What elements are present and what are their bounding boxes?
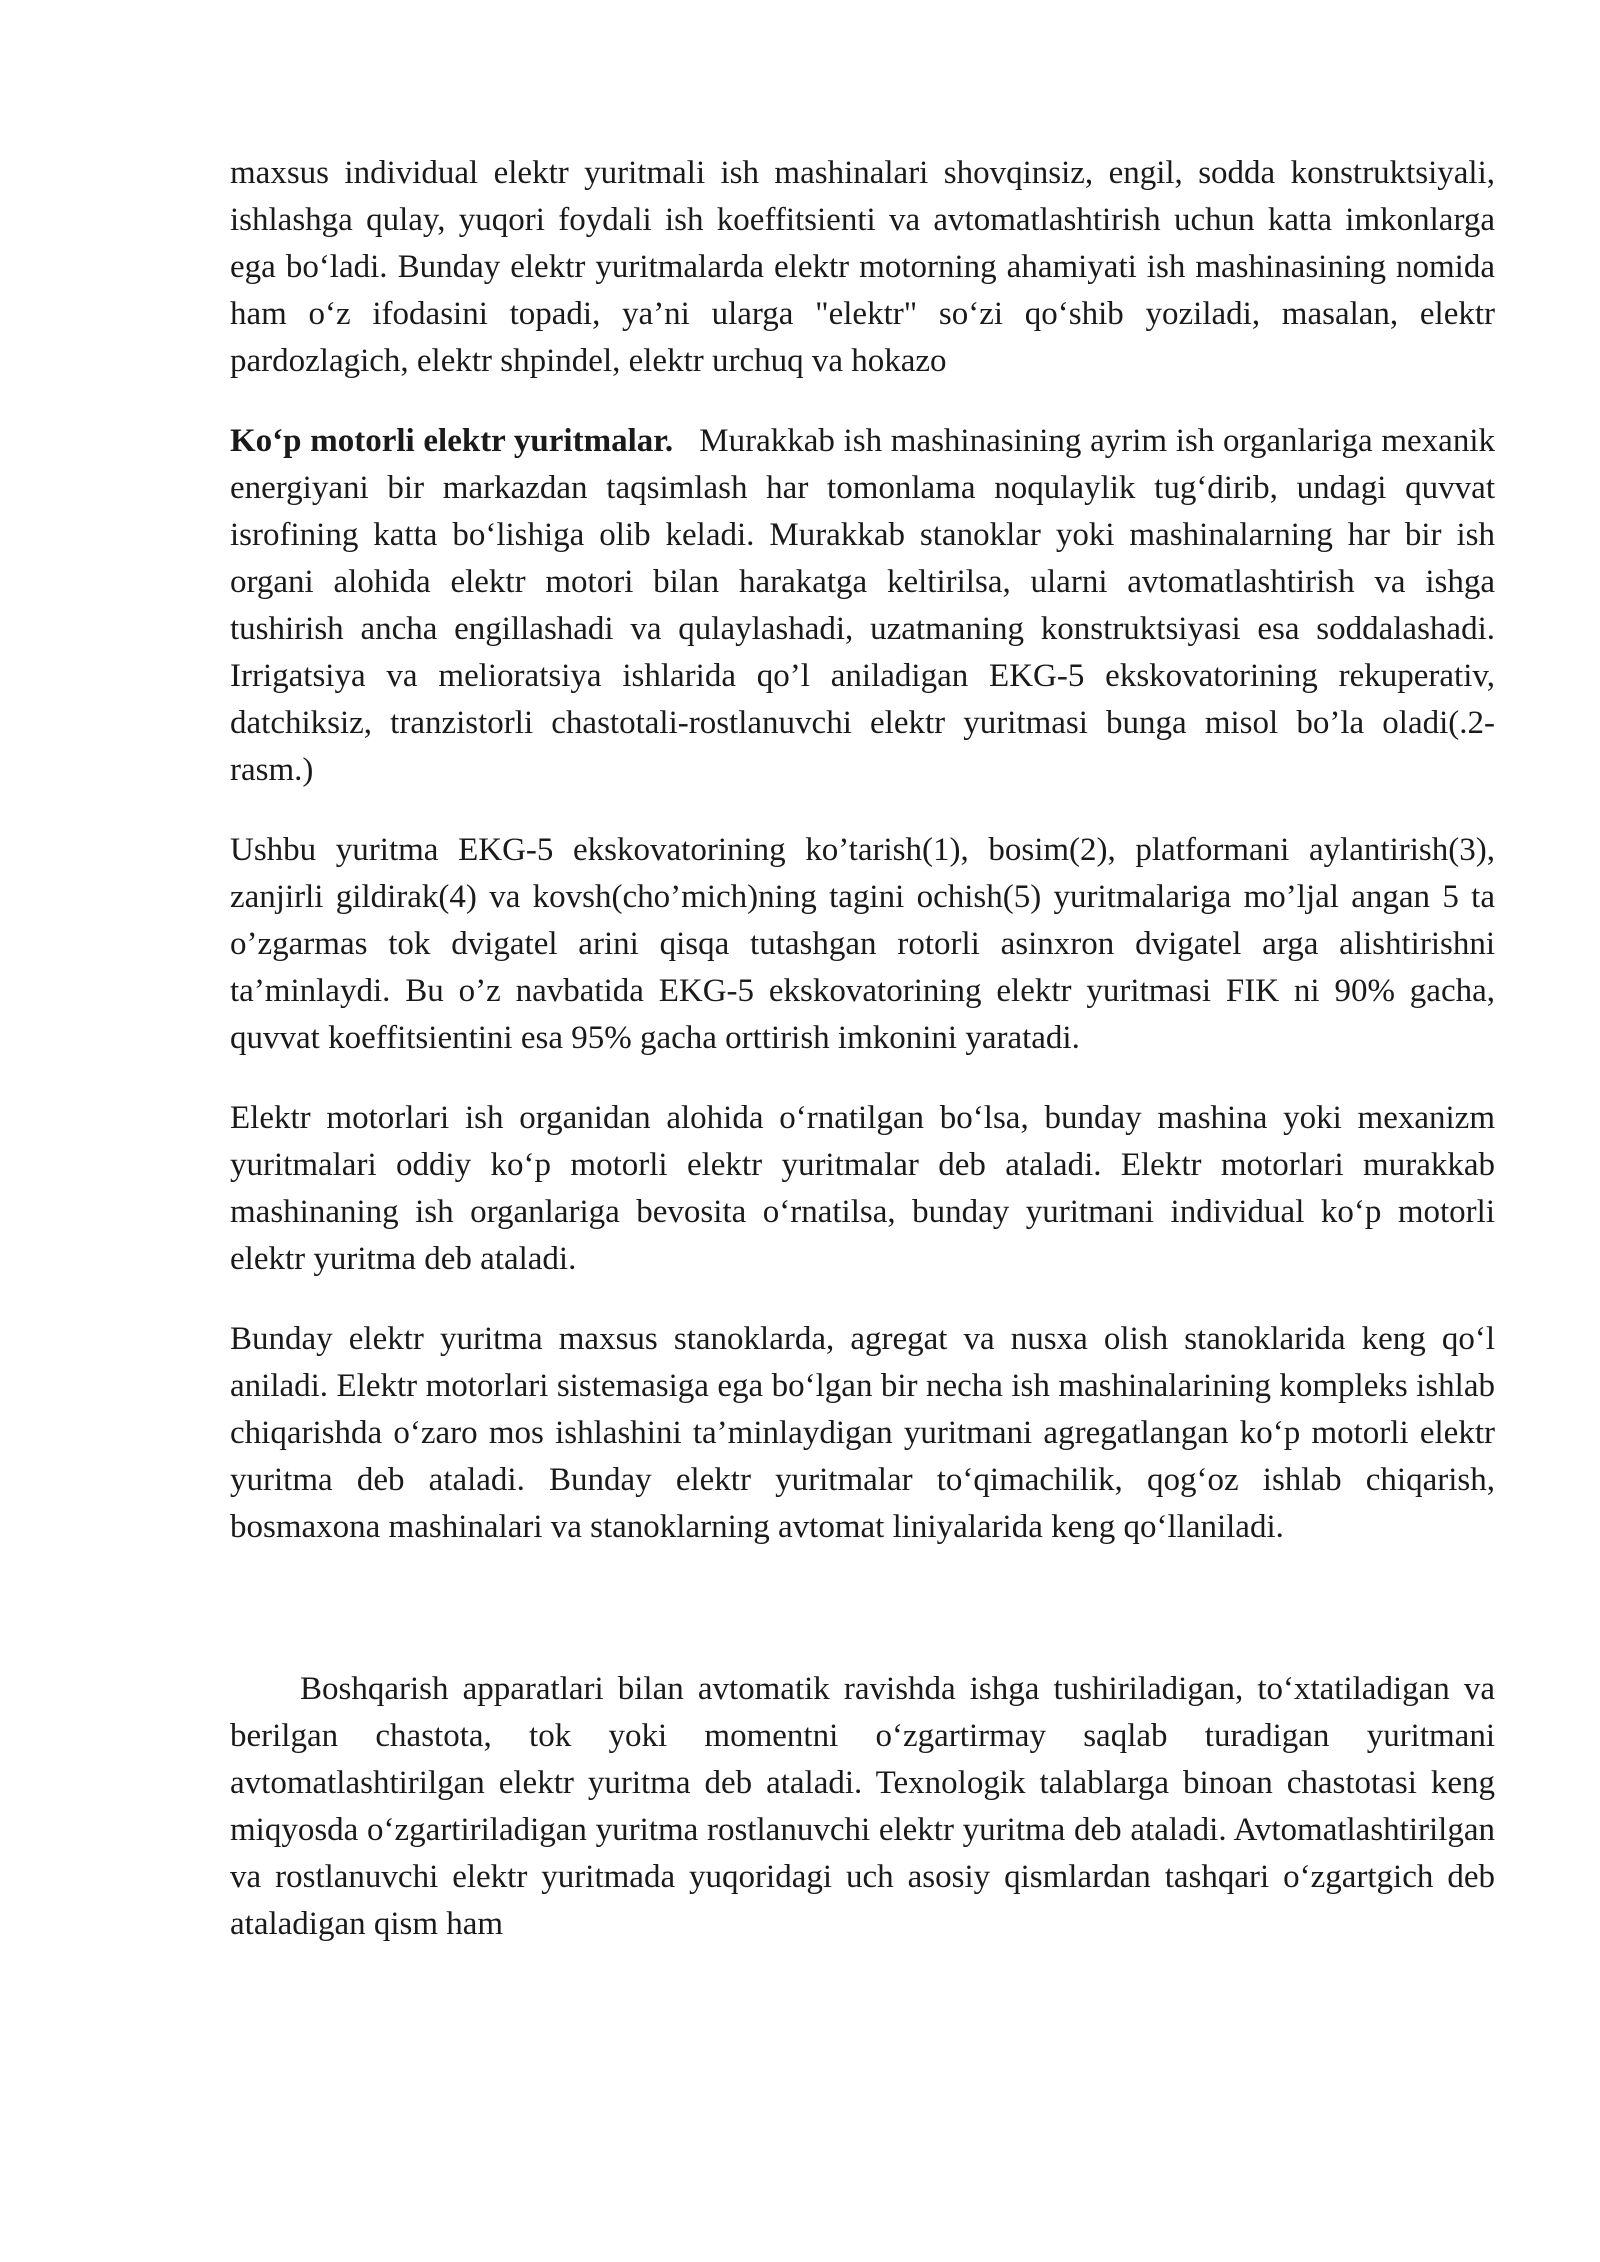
paragraph-5-text: Bunday elektr yuritma maxsus stanoklarda, agregat va nusxa olish stanoklarida keng qo‘l aniladi. Elektr motorlari sistemasiga ega bo‘lgan bir necha ish mashinalarining kompleks ishlab chiqarishda o‘zaro mos ishlashini ta’minlaydigan yuritmani agregatlangan ko‘p motorli elektr yuritma deb ataladi. Bunday elektr yuritmalar to‘qimachilik, qog‘oz ishlab chiqarish, bosmaxona mashinalari va stanoklarning avtomat liniyalarida keng qo‘llaniladi. xyxy=(230,1321,1495,1545)
paragraph-1 xyxy=(230,150,1495,385)
paragraph-2 xyxy=(230,418,1495,794)
paragraph-6 xyxy=(230,1666,1495,1948)
paragraph-5 xyxy=(230,1316,1495,1551)
paragraph-4-text: Elektr motorlari ish organidan alohida o‘rnatilgan bo‘lsa, bunday mashina yoki mexanizm yuritmalari oddiy ko‘p motorli elektr yuritmalar deb ataladi. Elektr motorlari murakkab mashinaning ish organlariga bevosita o‘rnatilsa, bunday yuritmani individual ko‘p motorli elektr yuritma deb ataladi. xyxy=(230,1100,1495,1277)
paragraph-4 xyxy=(230,1095,1495,1283)
paragraph-3 xyxy=(230,827,1495,1062)
paragraph-3-text: Ushbu yuritma EKG-5 ekskovatorining ko’tarish(1), bosim(2), platformani aylantirish(3), zanjirli gildirak(4) va kovsh(cho’mich)ning tagini ochish(5) yuritmalariga mo’ljal angan 5 ta o’zgarmas tok dvigatel arini qisqa tutashgan rotorli asinxron dvigatel arga alishtirishni ta’minlaydi. Bu o’z navbatida EKG-5 ekskovatorining elektr yuritmasi FIK ni 90% gacha, quvvat koeffitsientini esa 95% gacha orttirish imkonini yaratadi. xyxy=(230,832,1495,1056)
paragraph-1-text: maxsus individual elektr yuritmali ish mashinalari shovqinsiz, engil, sodda konstruktsiyali, ishlashga qulay, yuqori foydali ish koeffitsienti va avtomatlashtirish uchun katta imkonlarga ega bo‘ladi. Bunday elektr yuritmalarda elektr motorning ahamiyati ish mashinasining nomida ham o‘z ifodasini topadi, ya’ni ularga "elektr" so‘zi qo‘shib yoziladi, masalan, elektr pardozlagich, elektr shpindel, elektr urchuq va hokazo xyxy=(230,155,1495,379)
paragraph-6-text: Boshqarish apparatlari bilan avtomatik ravishda ishga tushiriladigan, to‘xtatiladigan va berilgan chastota, tok yoki momentni o‘zgartirmay saqlab turadigan yuritmani avtomatlashtirilgan elektr yuritma deb ataladi. Texnologik talablarga binoan chastotasi keng miqyosda o‘zgartiriladigan yuritma rostlanuvchi elektr yuritma deb ataladi. Avtomatlashtirilgan va rostlanuvchi elektr yuritmada yuqoridagi uch asosiy qismlardan tashqari o‘zgartgich deb ataladigan qism ham xyxy=(230,1671,1495,1942)
section-heading-multi-motor: Ko‘p motorli elektr yuritmalar. xyxy=(230,423,674,459)
paragraph-gap xyxy=(230,1584,1495,1666)
paragraph-2-text: Murakkab ish mashinasining ayrim ish organlariga mexanik energiyani bir markazdan taqsimlash har tomonlama noqulaylik tug‘dirib, undagi quvvat isrofining katta bo‘lishiga olib keladi. Murakkab stanoklar yoki mashinalarning har bir ish organi alohida elektr motori bilan harakatga keltirilsa, ularni avtomatlashtirish va ishga tushirish ancha engillashadi va qulaylashadi, uzatmaning konstruktsiyasi esa soddalashadi. Irrigatsiya va melioratsiya ishlarida qo’l aniladigan EKG-5 ekskovatorining rekuperativ, datchiksiz, tranzistorli chastotali-rostlanuvchi elektr yuritmasi bunga misol bo’la oladi(.2-rasm.) xyxy=(230,423,1496,788)
document-page xyxy=(230,150,1495,1981)
